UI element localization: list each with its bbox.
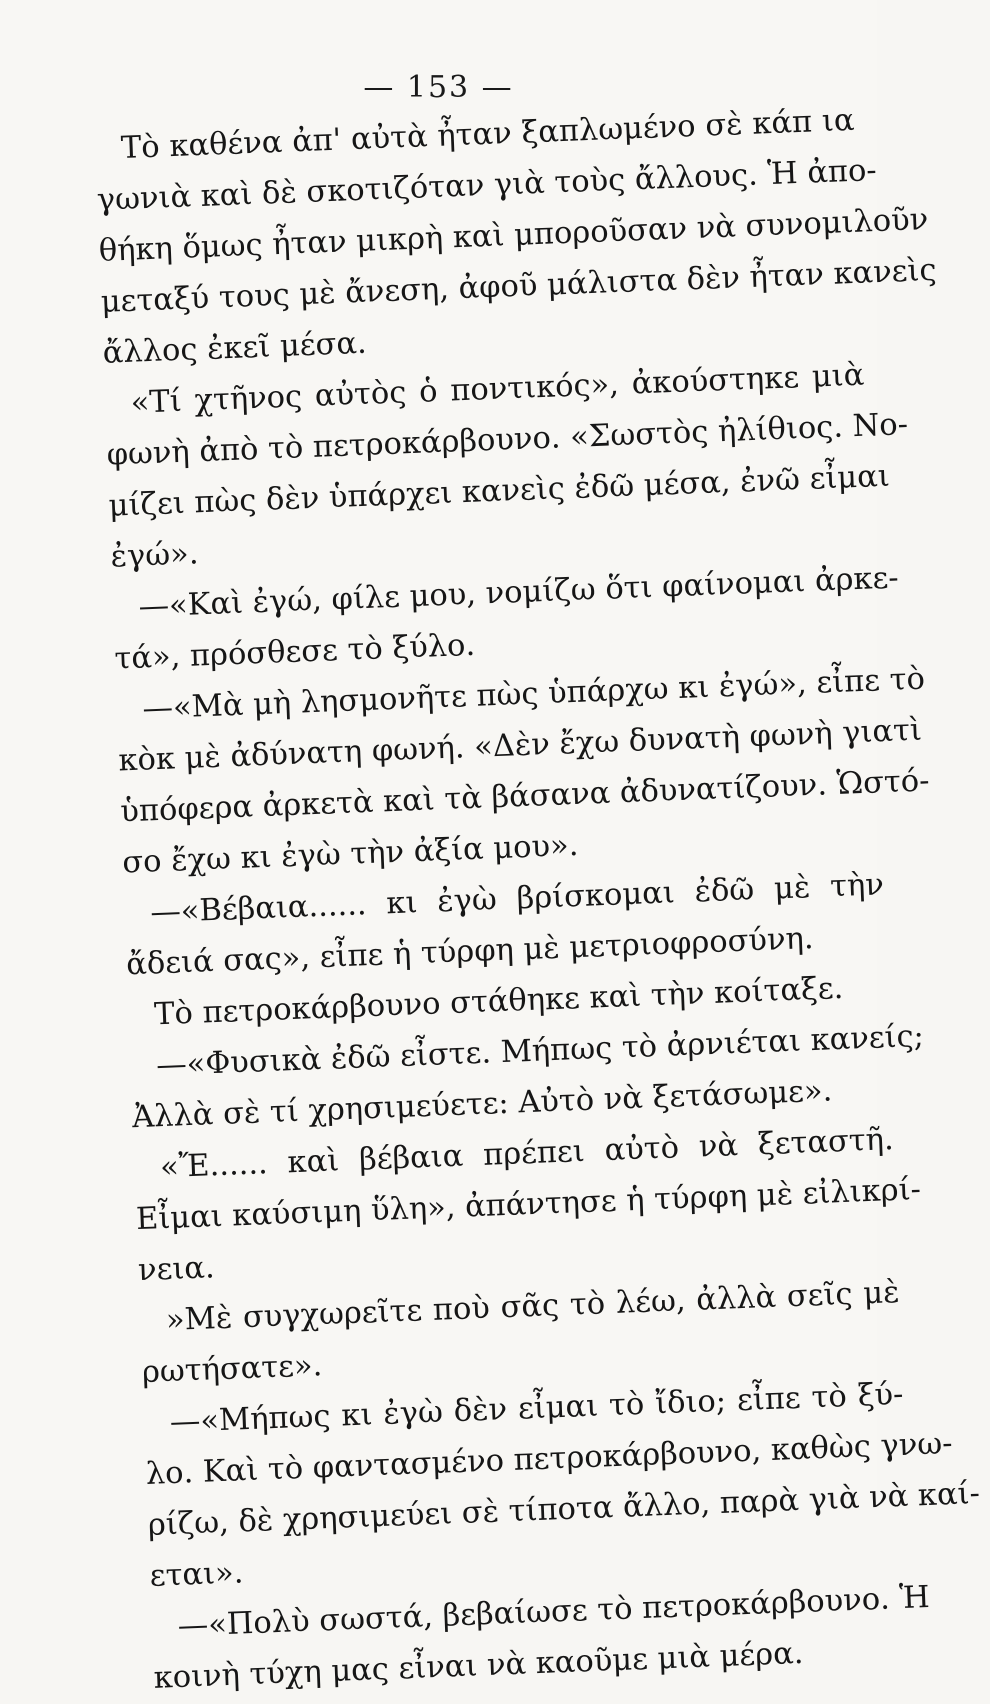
text-line: σο ἔχω κι ἐγὼ τὴν ἀξία μου». [121,827,580,881]
text-line: ἄλλος ἐκεῖ μέσα. [102,325,368,371]
text-line: Τὸ πετροκάρβουνο στάθηκε καὶ τὴν κοίταξε. [153,970,844,1033]
page-number: — 153 — [363,70,514,105]
text-line: «Τί χτῆνος αὐτὸς ὁ ποντικός», ἀκούστηκε μιὰ [130,357,865,421]
text-line: νεια. [137,1250,216,1289]
body-text [94,95,981,1704]
text-line: »Μὲ συγχωρεῖτε ποὺ σᾶς τὸ λέω, ἀλλὰ σεῖς μὲ [165,1274,901,1339]
text-line: Εἶμαι καύσιμη ὕλη», ἀπάντησε ἡ τύρφη μὲ εἰλικρί- [135,1172,922,1238]
text-line: γωνιὰ καὶ δὲ σκοτιζόταν γιὰ τοὺς ἄλλους. Ἡ ἀπο- [96,153,878,218]
text-line: εται». [149,1555,244,1594]
text-line: τά», πρόσθεσε τὸ ξύλο. [113,627,476,677]
text-line: Τὸ καθένα ἀπ' αὐτὰ ἦταν ξαπλωμένο σὲ κάπ ια [120,102,856,166]
text-line: —«Βέβαια...... κι ἐγὼ βρίσκομαι ἐδῶ μὲ τὴν [149,867,885,931]
text-line: —«Καὶ ἐγώ, φίλε μου, νομίζω ὅτι φαίνομαι ἀρκε- [137,560,900,625]
text-line: κοινὴ τύχη μας εἶναι νὰ καοῦμε μιὰ μέρα. [153,1635,805,1696]
text-line: —«Μήπως κι ἐγὼ δὲν εἶμαι τὸ ἴδιο; εἶπε τὸ ξύ- [169,1376,905,1441]
text-line: φωνὴ ἀπὸ τὸ πετροκάρβουνο. «Σωστὸς ἠλίθιος. Νο- [106,406,909,473]
text-line: —«Πολὺ σωστά, βεβαίωσε τὸ πετροκάρβουνο. Ἡ [177,1580,931,1644]
text-line: λο. Καὶ τὸ φαντασμένο πετροκάρβουνο, καθὼς γνω- [145,1426,954,1492]
text-line: ὑπόφερα ἀρκετὰ καὶ τὰ βάσανα ἀδυνατίζουν. Ὡστό- [119,763,931,830]
text-line: —«Μὰ μὴ λησμονῆτε πὼς ὑπάρχω κι ἐγώ», εἶπε τὸ [141,661,926,727]
text-line: μίζει πὼς δὲν ὑπάρχει κανεὶς ἐδῶ μέσα, ἐνῶ εἶμαι [108,458,891,524]
text-line: θήκη ὅμως ἦταν μικρὴ καὶ μποροῦσαν νὰ συνομιλοῦν [98,202,929,269]
text-line: ρίζω, δὲ χρησιμεύει σὲ τίποτα ἄλλο, παρὰ γιὰ νὰ καί- [147,1476,981,1543]
text-line: «Ἔ...... καὶ βέβαια πρέπει αὐτὸ νὰ ξεταστῆ. [159,1122,895,1186]
text-line: κὸκ μὲ ἀδύνατη φωνή. «Δὲν ἔχω δυνατὴ φωνὴ γιατὶ [117,712,923,779]
text-line: μεταξύ τους μὲ ἄνεση, ἀφοῦ μάλιστα δὲν ἦταν κανεὶς [100,252,938,320]
text-line: ἄδειά σας», εἶπε ἡ τύρφη μὲ μετριοφροσύνη. [125,920,815,983]
text-line: ρωτήσατε». [141,1348,323,1391]
text-line: ἐγώ». [109,536,200,575]
text-line: —«Φυσικὰ ἐδῶ εἶστε. Μήπως τὸ ἀρνιέται κανείς; [155,1018,925,1084]
text-line: Ἀλλὰ σὲ τί χρησιμεύετε: Αὐτὸ νὰ ξετάσωμε». [131,1073,833,1136]
